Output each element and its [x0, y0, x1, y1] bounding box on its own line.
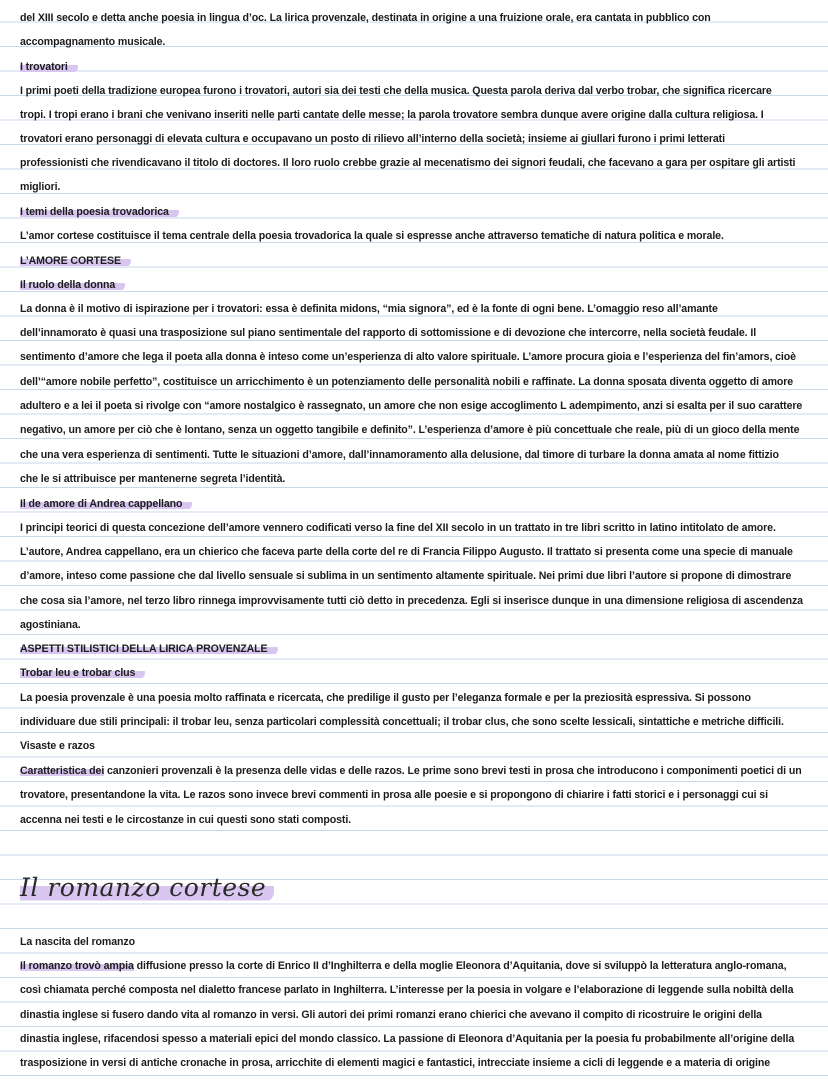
- text-line: I primi poeti della tradizione europea furono i trovatori, autori sia dei testi che della musica. Questa parola deriva dal verbo trobar, che significa ricercare: [20, 85, 772, 97]
- text-line: sentimento d’amore che lega il poeta alla donna è inteso come un’esperienza di alto valore spirituale. L’amore procura gioia e l’esperienza del fin’amors, cioè: [20, 351, 796, 363]
- section-heading: [20, 642, 810, 656]
- text-line: accompagnamento musicale.: [20, 36, 166, 48]
- text-line: del XIII secolo e detta anche poesia in lingua d’oc. La lirica provenzale, destinata in origine a una fruizione orale, era cantata in pubblico con: [20, 12, 711, 24]
- heading-highlight: I trovatori: [20, 61, 78, 73]
- text-line: accenna nei testi e le circostanze in cui questi sono stati composti.: [20, 814, 352, 826]
- text-line: che una vera esperienza di sentimenti. Tutte le situazioni d’amore, dall’innamoramento alla delusione, dal timore di turbare la donna amata al nome fittizio: [20, 449, 779, 461]
- text-line: dinastia inglese, rifacendosi spesso a materiali epici del mondo classico. La passione di Eleonora d’Aquitania per la poesia fu probabilmente all’origine della: [20, 1033, 795, 1045]
- section-heading: [20, 497, 810, 511]
- text-line: professionisti che rivendicavano il titolo di doctores. Il loro ruolo crebbe grazie al mecenatismo dei signori feudali, che facevano a gara per ospitare gli artisti: [20, 157, 796, 169]
- text-line: tropi. I tropi erano i brani che venivano inseriti nelle parti cantate delle messe; la parola trovatore sembra dunque avere origine dalla cultura religiosa. I: [20, 109, 764, 121]
- text-line: [20, 764, 810, 778]
- text-line: dell’“amore nobile perfetto”, costituisce un arricchimento è un potenziamento delle personalità nobili e raffinate. La donna sposata diventa oggetto di amore: [20, 376, 794, 388]
- heading-highlight: Il ruolo della donna: [20, 279, 125, 291]
- text-line: migliori.: [20, 181, 61, 193]
- text-line: individuare due stili principali: il trobar leu, senza particolari complessità concettuali; il trobar clus, che sono scelte lessicali, sintattiche e metriche difficili.: [20, 716, 784, 728]
- section-heading: [20, 278, 810, 292]
- text-line: L’amor cortese costituisce il tema centrale della poesia trovadorica la quale si espresse anche attraverso tematiche di natura politica e morale.: [20, 230, 724, 242]
- heading-highlight: L’AMORE CORTESE: [20, 255, 131, 267]
- text-line-rest: diffusione presso la corte di Enrico II d’Inghilterra e della moglie Eleonora d’Aquitania, dove si sviluppò la letteratura anglo-romana,: [136, 960, 787, 972]
- text-line: dell’innamorato è quasi una trasposizione sul piano sentimentale del rapporto di sottomissione e di devozione che intercorre, nella società feudale. Il: [20, 327, 757, 339]
- text-line: negativo, un amore per ciò che è lontano, senza un oggetto tangibile e definito”. L’esperienza d’amore è più concettuale che reale, più di un gioco della mente: [20, 424, 800, 436]
- heading-highlight: ASPETTI STILISTICI DELLA LIRICA PROVENZALE: [20, 643, 278, 655]
- text-line: così chiamata perché composta nel dialetto francese parlato in Inghilterra. L’interesse per la poesia in volgare e l’elaborazione di leggende sulla nobiltà della: [20, 984, 794, 996]
- text-line: trovatore, presentandone la vita. Le razos sono invece brevi commenti in prosa alle poesie e si propongono di chiarire i fatti storici e i personaggi cui si: [20, 789, 768, 801]
- text-line: d’amore, inteso come passione che dal livello sensuale si sublima in un sentimento altamente spirituale. Nei primi due libri l’autore si propone di dimostrare: [20, 570, 792, 582]
- text-line: trovatori erano personaggi di elevata cultura e occupavano un posto di rilievo all’interno della società; insieme ai giullari furono i primi letterati: [20, 133, 725, 145]
- text-line: I principi teorici di questa concezione dell’amore vennero codificati verso la fine del XII secolo in un trattato in tre libri scritto in latino intitolato de amore.: [20, 522, 776, 534]
- text-line: agostiniana.: [20, 619, 81, 631]
- section-title: Il romanzo cortese: [20, 873, 274, 902]
- inline-highlight: Caratteristica dei: [20, 765, 105, 777]
- text-line: Visaste e razos: [20, 740, 95, 752]
- section-heading: [20, 60, 810, 74]
- inline-highlight: Il romanzo trovò ampia: [20, 960, 134, 972]
- text-line: che le si attribuisce per mantenerne segreta l’identità.: [20, 473, 286, 485]
- section-heading: [20, 254, 810, 268]
- text-line: [20, 959, 810, 973]
- heading-highlight: Il de amore di Andrea cappellano: [20, 498, 192, 510]
- heading-highlight: I temi della poesia trovadorica: [20, 206, 179, 218]
- subsection-heading: La nascita del romanzo: [20, 936, 135, 948]
- section-heading: [20, 666, 810, 680]
- heading-highlight: Trobar leu e trobar clus: [20, 667, 145, 679]
- text-line: trasposizione in versi di antiche cronache in prosa, arricchite di elementi magici e fantastici, intrecciate insieme a cicli di leggende e a materia di origine: [20, 1057, 771, 1069]
- text-line: che cosa sia l’amore, nel terzo libro rinnega improvvisamente tutti ciò detto in precedenza. Egli si inserisce dunque in una dimensione religiosa di ascendenza: [20, 595, 803, 607]
- text-line: La poesia provenzale è una poesia molto raffinata e ricercata, che predilige il gusto per l’eleganza formale e per la preziosità espressiva. Si possono: [20, 692, 751, 704]
- text-line-rest: canzonieri provenzali è la presenza delle vidas e delle razos. Le prime sono brevi testi in prosa che introducono i componimenti poetici di un: [104, 765, 802, 777]
- section-heading: [20, 205, 810, 219]
- text-line: La donna è il motivo di ispirazione per i trovatori: essa è definita midons, “mia signora”, ed è la fonte di ogni bene. L’omaggio reso all’amante: [20, 303, 718, 315]
- text-line: adultero e a lei il poeta si rivolge con “amore nostalgico è rassegnato, un amore che non esige accoglimento L adempimento, anzi si esalta per il suo carattere: [20, 400, 803, 412]
- text-line: dinastia inglese si fusero dando vita al romanzo in versi. Gli autori dei primi romanzi erano chierici che avevano il compito di ricostruire le origini della: [20, 1009, 762, 1021]
- text-line: L’autore, Andrea cappellano, era un chierico che faceva parte della corte del re di Francia Filippo Augusto. Il trattato si presenta come una specie di manuale: [20, 546, 793, 558]
